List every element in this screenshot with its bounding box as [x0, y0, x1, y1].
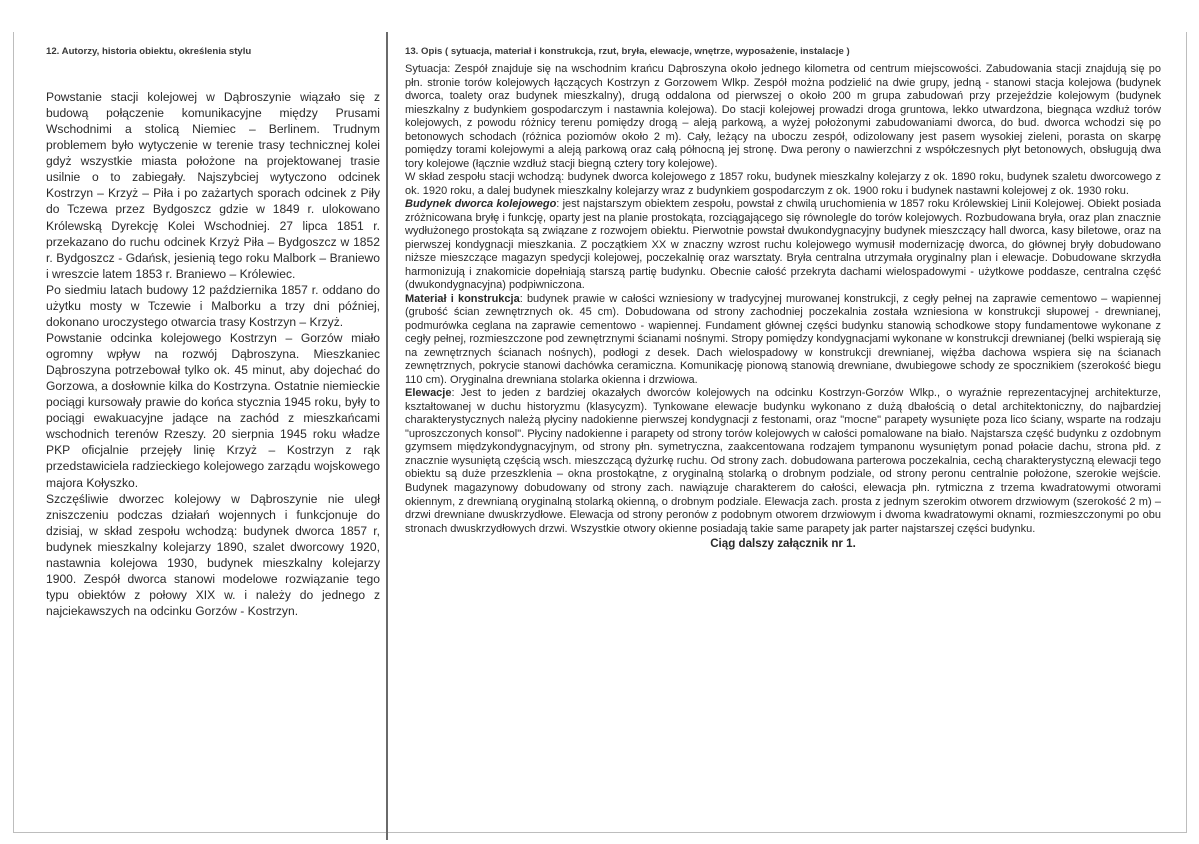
paragraph-text: : Jest to jeden z bardziej okazałych dworców kolejowych na odcinku Kostrzyn-Gorzów Wlkp., o wyraźnie reprezentacyjnej architekturze, kształtowanej w duchu historyzmu (klasycyzm). Tynkowane elewacje budynku wykonano z dużą dbałością o detal architektoniczny, do najbardziej charakterystycznych należą płyciny nadokienne pierwszej kondygnacji z festonami, oraz "mocne" parapety wysunięte poza lico ściany, wsparte na rodzaju "uproszczonych konsol". Płyciny nadokienne i parapety od strony torów kolejowych w całości pomalowane na biało. Najstarsza część budynku z ozdobnym gzymsem międzykondygnacyjnym, od strony płn. symetryczna, zaakcentowana rodzajem tympanonu wysuniętym ponad połacie dachu, strona płd. z znacznie wysuniętą częścią wsch. mieszczącą dyżurkę ruchu. Od strony zach. dobudowana parterowa poczekalnia, cechą charakterystyczną elewacji tego obiektu są duże przeszklenia – okna prostokątne, z oryginalną stolarką o drobnym podziale, od strony peronu centralnie położone, szerokie wejście. Budynek magazynowy dobudowany od strony zach. nawiązuje charakterem do całości, elewacja płn. rytmiczna z trzema kwadratowymi otworami okiennym, z drewnianą oryginalną stolarką okienną, o drobnym podziale. Elewacja zach. prosta z jednym szerokim otworem drzwiowym (szerokość 2 m) – drzwi drewniane dwuskrzydłowe. Elewacja od strony peronów z podobnym otworem drzwiowym i dwoma kwadratowymi oknami, rozmieszczonymi po obu stronach dwuskrzydłowych drzwi. Wszystkie otwory okienne posiadają takie same parapety jak parter najstarszej części budynku.: [405, 387, 1161, 535]
subheading-situation: Sytuacja: [405, 63, 448, 75]
history-paragraph: Powstanie odcinka kolejowego Kostrzyn – Gorzów miało ogromny wpływ na rozwój Dąbroszyna. Mieszkaniec Dąbroszyna potrzebował tylko ok. 45 minut, aby dojechać do Gorzowa, a dosłownie kilka do Kostrzyna. Ostatnie niemieckie pociągi kursowały prawie do końca stycznia 1945 roku, były to pociągi ewakuacyjne jadące na zachód z mieszkańcami wschodnich terenów Rzeszy. 20 sierpnia 1945 roku władze PKP oficjalnie przejęły linię Krzyż – Kostrzyn z rąk przedstawiciela radzieckiego kolejowego zarządu wojskowego majora Kołyszko.: [46, 330, 380, 490]
description-paragraph-composition: [405, 171, 1161, 198]
section-12-heading: 12. Autorzy, historia obiektu, określenia stylu: [46, 46, 252, 57]
history-paragraph: Szczęśliwie dworzec kolejowy w Dąbroszynie nie uległ zniszczeniu podczas działań wojennych i funkcjonuje do dzisiaj, w skład zespołu wchodzą: budynek dworca 1857 r, budynek mieszkalny kolejarzy 1890, szalet dworcowy 1920, nastawnia kolejowa 1930, budynek mieszkalny kolejarzy 1900. Zespół dworca stanowi modelowe rozwiązanie tego typu obiektów z połowy XIX w. i należy do jednego z najciekawszych na odcinku Gorzów - Kostrzyn.: [46, 491, 380, 618]
description-paragraph-elevations: [405, 387, 1161, 536]
description-paragraph-material: [405, 293, 1161, 388]
subheading-elevations: Elewacje: [405, 387, 452, 400]
paragraph-text: : budynek prawie w całości wzniesiony w tradycyjnej murowanej konstrukcji, z cegły pełnej na zaprawie cementowo – wapiennej (grubość ścian zewnętrznych ok. 45 cm). Dobudowana od strony zachodniej poczekalnia została wzniesiona w konstrukcji słupowej - drewnianej, podmurówka ceglana na zaprawie cementowo - wapiennej. Fundament głównej części budynku stanowią schodkowe stopy fundamentowe wykonane z cegły pełnej, rozmieszczone pod zewnętrznymi ścianami nośnymi. Stropy pomiędzy kondygnacjami wykonane w konstrukcji drewnianej (belki wspierają się na zewnętrznych ścianach nośnych), podłogi z desek. Dach wielospadowy w konstrukcji drewnianej, więźba dachowa wspiera się na ścianach zewnętrznych, pokrycie stanowi dachówka ceramiczna. Komunikację pionową stanowią drewniane, dwubiegowe schody ze spocznikiem (szerokość biegu 110 cm). Oryginalna drewniana stolarka okienna i drzwiowa.: [405, 292, 1161, 386]
description-paragraph-situation: [405, 63, 1161, 171]
history-paragraph: Po siedmiu latach budowy 12 października 1857 r. oddano do użytku mosty w Tczewie i Malborku a trzy dni później, dokonano uroczystego otwarcia trasy Kostrzyn – Krzyż.: [46, 282, 380, 329]
subheading-material: Materiał i konstrukcja: [405, 292, 520, 305]
right-column: [405, 46, 1161, 551]
paragraph-text: : Zespół znajduje się na wschodnim krańcu Dąbroszyna około jednego kilometra od centrum miejscowości. Zabudowania stacji znajdują się po płn. stronie torów kolejowych łączących Kostrzyn z Gorzowem Wlkp. Zespół można podzielić na dwie grupy, jedną - stanowi stacja kolejowa (budynek dworca, toalety oraz budynek mieszkalny), drugą oddalona od pierwszej o około 200 m grupa zabudowań przy przejeździe kolejowym (budynek mieszkalny z budynkiem gospodarczym i nastawnia kolejowa). Do stacji kolejowej prowadzi droga gruntowa, lekko utwardzona, biegnąca wzdłuż torów kolejowych, z powodu różnicy terenu pomiędzy drogą – aleją parkową, a wyżej położonymi zabudowaniami dworca, do bud. dworca wchodzi się po betonowych schodach (różnica poziomów około 2 m). Cały, leżący na uboczu zespół, odizolowany jest pasem wysokiej zieleni, porasta on skarpę pomiędzy torami kolejowymi a aleją parkową oraz całą północną jej stronę. Dwa perony o nawierzchni z współczesnych płyt betonowych, obsługują dwa tory kolejowe (łącznie wzdłuż stacji biegną cztery tory kolejowe).: [405, 63, 1161, 170]
description-paragraph-station-building: [405, 198, 1161, 293]
column-divider: [386, 32, 388, 840]
paragraph-text: : jest najstarszym obiektem zespołu, powstał z chwilą uruchomienia w 1857 roku Królewskiej Linii Kolejowej. Obiekt posiada zróżnicowana bryłę i funkcję, oparty jest na planie prostokąta, rozciągającego się równolegle do torów kolejowych. Rozbudowana bryła, oraz plan znacznie wydłużonego prostokąta są związane z rozwojem obiektu. Pierwotnie powstał dwukondygnacyjny budynek mieszczący hall dworca, kasy biletowe, oraz na pierwszej kondygnacji mieszkania. Z początkiem XX w znaczny wzrost ruchu kolejowego wymusił modernizację dworca, do głównej bryły dobudowano niższe mieszczące magazyn spedycji kolejowej, poczekalnię oraz warsztaty. Bryła centralna utrzymała oryginalny plan i elewacje. Dobudowane skrzydła harmonizują i znakomicie dopełniają starszą partię budynku. Obecnie całość przekryta dachami wielospadowymi - użytkowe poddasze, centralna część (dwukondygnacyjna) podpiwniczona.: [405, 198, 1161, 292]
description-text: [405, 63, 1161, 551]
continuation-note: Ciąg dalszy załącznik nr 1.: [710, 537, 856, 551]
subheading-station-building: Budynek dworca kolejowego: [405, 198, 557, 211]
section-13-heading: 13. Opis ( sytuacja, materiał i konstrukcja, rzut, bryła, elewacje, wnętrze, wyposażenie, instalacje ): [405, 46, 850, 57]
left-column: [46, 46, 380, 619]
paragraph-text: W skład zespołu stacji wchodzą: budynek dworca kolejowego z 1857 roku, budynek mieszkalny kolejarzy z ok. 1890 roku, budynek szaletu dworcowego z ok. 1920 roku, a dalej budynek mieszkalny kolejarzy wraz z budynkiem gospodarczym z ok. 1900 roku i budynek nastawni kolejowej z ok. 1930 roku.: [405, 171, 1161, 197]
history-paragraph: Powstanie stacji kolejowej w Dąbroszynie wiązało się z budową połączenie komunikacyjne między Prusami Wschodnimi a stolicą Niemiec – Berlinem. Trudnym problemem było wytyczenie w terenie trasy technicznej kolei gdyż wszystkie miasta położone na projektowanej trasie usilnie o to zabiegały. Najszybciej wytyczono odcinek Kostrzyn – Krzyż – Piła i po zażartych sporach odcinek z Piły do Tczewa przez Bydgoszcz gdzie w 1849 r. ulokowano Królewską Dyrekcję Kolei Wschodniej. 27 lipca 1851 r. przekazano do ruchu odcinek Krzyż Piła – Bydgoszcz w 1852 r. Bydgoszcz - Gdańsk, jesienią tego roku Malbork – Braniewo i wreszcie latem 1853 r. Braniewo – Królewiec.: [46, 90, 380, 281]
history-text: [46, 89, 380, 619]
